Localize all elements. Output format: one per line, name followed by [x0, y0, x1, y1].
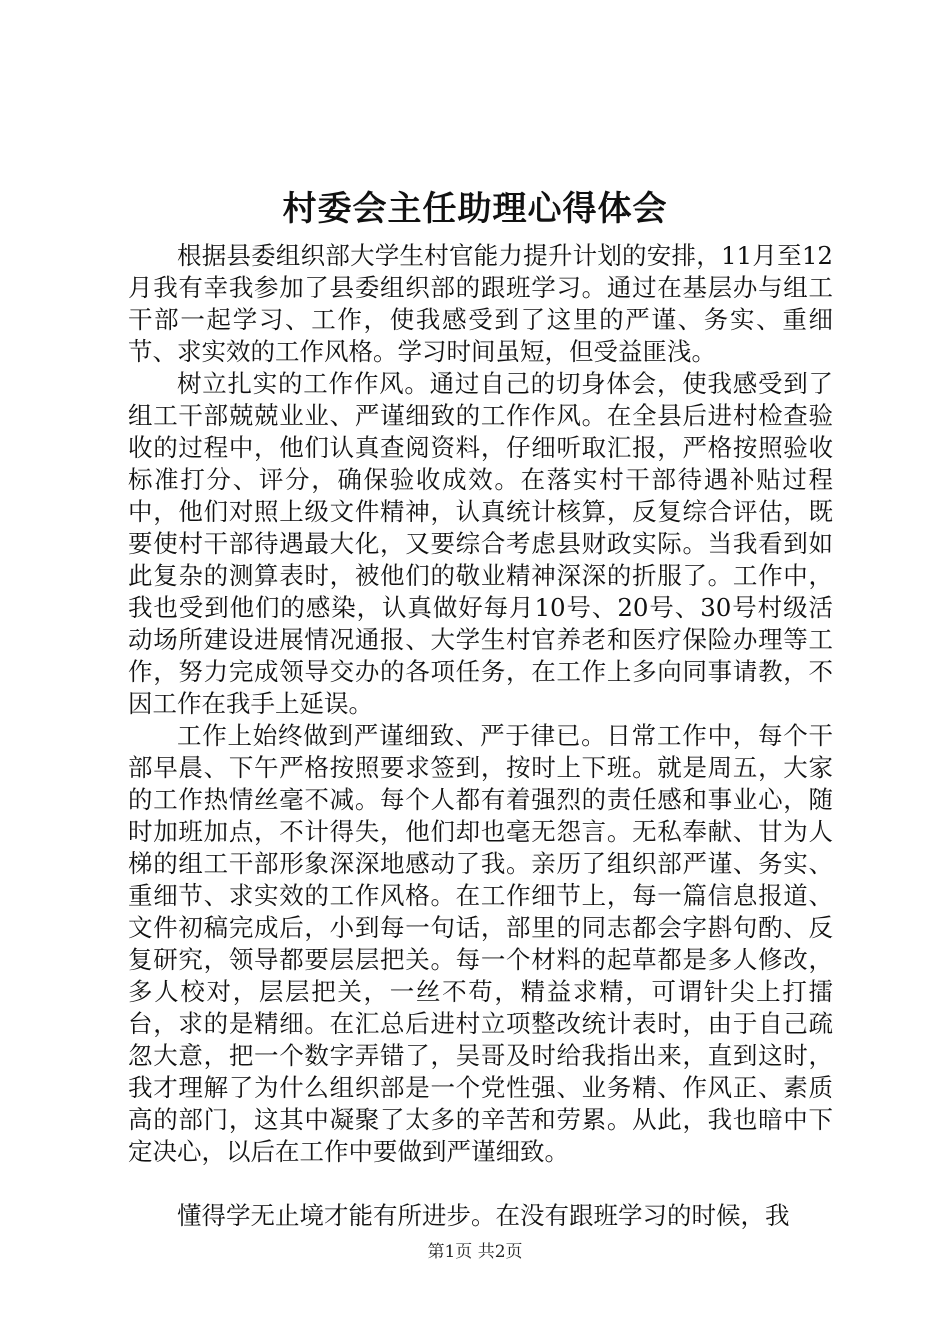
paragraph-1: 根据县委组织部大学生村官能力提升计划的安排，11月至12月我有幸我参加了县委组织部的跟班学习。通过在基层办与组工干部一起学习、工作，使我感受到了这里的严谨、务实、重细节、求实效的工作风格。学习时间虽短，但受益匪浅。 [128, 241, 833, 366]
document-title: 村委会主任助理心得体会 [282, 189, 668, 229]
paragraph-2: 树立扎实的工作作风。通过自己的切身体会，使我感受到了组工干部兢兢业业、严谨细致的工作作风。在全县后进村检查验收的过程中，他们认真查阅资料，仔细听取汇报，严格按照验收标准打分、评分，确保验收成效。在落实村干部待遇补贴过程中，他们对照上级文件精神，认真统计核算，反复综合评估，既要使村干部待遇最大化，又要综合考虑县财政实际。当我看到如此复杂的测算表时，被他们的敬业精神深深的折服了。工作中，我也受到他们的感染，认真做好每月10号、20号、30号村级活动场所建设进展情况通报、大学生村官养老和医疗保险办理等工作，努力完成领导交办的各项任务，在工作上多向同事请教，不因工作在我手上延误。 [128, 369, 833, 718]
paragraph-3: 工作上始终做到严谨细致、严于律已。日常工作中，每个干部早晨、下午严格按照要求签到，按时上下班。就是周五，大家的工作热情丝毫不减。每个人都有着强烈的责任感和事业心，随时加班加点，不计得失，他们却也毫无怨言。无私奉献、甘为人梯的组工干部形象深深地感动了我。亲历了组织部严谨、务实、重细节、求实效的工作风格。在工作细节上，每一篇信息报道、文件初稿完成后，小到每一句话，部里的同志都会字斟句酌、反复研究，领导都要层层把关。每一个材料的起草都是多人修改，多人校对，层层把关，一丝不苟，精益求精，可谓针尖上打擂台，求的是精细。在汇总后进村立项整改统计表时，由于自己疏忽大意，把一个数字弄错了，吴哥及时给我指出来，直到这时，我才理解了为什么组织部是一个党性强、业务精、作风正、素质高的部门，这其中凝聚了太多的辛苦和劳累。从此，我也暗中下定决心，以后在工作中要做到严谨细致。 [128, 721, 833, 1166]
document-body [128, 240, 833, 1232]
page-number-footer: 第1页 共2页 [427, 1242, 523, 1262]
paragraph-4: 懂得学无止境才能有所进步。在没有跟班学习的时候，我 [177, 1201, 790, 1230]
